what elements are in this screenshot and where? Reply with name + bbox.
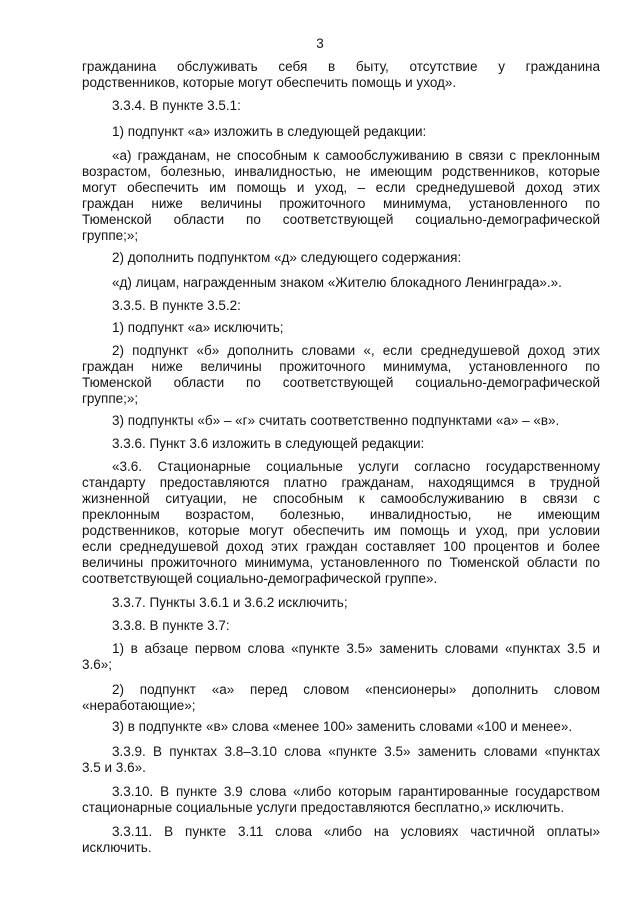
paragraph-quote-a [82, 148, 600, 244]
paragraph-3-3-6 [82, 436, 600, 452]
text-line: граждан ниже величины прожиточного минимума, установленного по [82, 196, 600, 211]
text-line: 3.3.11. В пункте 3.11 слова «либо на условиях частичной оплаты» [112, 824, 600, 839]
text-line: 3.3.8. В пункте 3.7: [112, 618, 230, 633]
paragraph-exclude-a [82, 320, 600, 336]
text-line: 3.3.7. Пункты 3.6.1 и 3.6.2 исключить; [112, 595, 348, 610]
text-line: Тюменской области по соответствующей социально-демографической [82, 375, 600, 390]
text-line: стандарту предоставляются платно гражданам, находящимся в трудной [82, 475, 600, 490]
paragraph-renumber [82, 413, 600, 429]
page-number: 3 [316, 36, 324, 51]
text-line: гражданина обслуживать себя в быту, отсутствие у гражданина [82, 59, 600, 74]
paragraph-3-3-7 [82, 595, 600, 611]
text-line: граждан ниже величины прожиточного минимума, установленного по [82, 359, 600, 374]
text-line: «неработающие»; [82, 698, 196, 713]
text-line: родственников, которые могут обеспечить помощь и уход». [82, 75, 457, 90]
text-line: возрастом, болезнью, инвалидностью, не имеющим родственников, которые [82, 164, 600, 179]
text-line: Тюменской области по соответствующей социально-демографической [82, 212, 600, 227]
paragraph-subpoint-a-pensioners [82, 682, 600, 714]
paragraph-3-3-10 [82, 784, 600, 816]
text-line: 1) подпункт «а» изложить в следующей редакции: [112, 124, 427, 139]
text-line: 2) дополнить подпунктом «д» следующего содержания: [112, 250, 462, 265]
paragraph-3-3-9 [82, 744, 600, 776]
paragraph-3-3-5 [82, 298, 600, 314]
text-line: 3.3.10. В пункте 3.9 слова «либо которым гарантированные государством [112, 784, 600, 799]
text-line: могут обеспечить им помощь и уход, – если среднедушевой доход этих [82, 180, 600, 195]
paragraph-3-3-11 [82, 824, 600, 856]
text-line: 2) подпункт «а» перед словом «пенсионеры» дополнить словом [112, 682, 600, 697]
paragraph-quote-d [82, 275, 600, 291]
text-line: группе;»; [82, 228, 139, 243]
text-line: величины прожиточного минимума, установленного по Тюменской области по [82, 555, 600, 570]
text-line: «а) гражданам, не способным к самообслуживанию в связи с преклонным [112, 148, 600, 163]
text-line: жизненной ситуации, не способным к самообслуживанию в связи с [82, 491, 600, 506]
paragraph-quote-3-6 [82, 459, 600, 587]
text-line: 3.3.4. В пункте 3.5.1: [112, 98, 241, 113]
text-line: 1) в абзаце первом слова «пункте 3.5» заменить словами «пунктах 3.5 и [112, 641, 600, 656]
text-line: если среднедушевой доход этих граждан составляет 100 процентов и более [82, 539, 600, 554]
paragraph-3-3-8 [82, 618, 600, 634]
text-line: 3.3.9. В пунктах 3.8–3.10 слова «пункте 3.5» заменить словами «пунктах [112, 744, 600, 759]
text-line: соответствующей социально-демографической группе». [82, 571, 438, 586]
text-line: стационарные социальные услуги предоставляются бесплатно,» исключить. [82, 800, 565, 815]
paragraph-add-d [82, 250, 600, 266]
paragraph-subpoint-a-edit [82, 124, 600, 140]
text-line: 3.5 и 3.6». [82, 760, 146, 775]
text-line: 3.3.5. В пункте 3.5.2: [112, 298, 241, 313]
paragraph-3-3-4 [82, 98, 600, 114]
text-line: 3) в подпункте «в» слова «менее 100» заменить словами «100 и менее». [112, 719, 573, 734]
paragraph-first-abzac [82, 641, 600, 673]
text-line: «д) лицам, награжденным знаком «Жителю блокадного Ленинграда».». [112, 275, 562, 290]
text-line: 2) подпункт «б» дополнить словами «, если среднедушевой доход этих [112, 343, 600, 358]
text-line: «3.6. Стационарные социальные услуги согласно государственному [112, 459, 600, 474]
text-line: 1) подпункт «а» исключить; [112, 320, 284, 335]
text-line: 3) подпункты «б» – «г» считать соответственно подпунктами «а» – «в». [112, 413, 560, 428]
paragraph-supplement-b [82, 343, 600, 407]
paragraph-subpoint-v [82, 719, 600, 735]
text-line: группе;»; [82, 391, 139, 406]
paragraph-continuation [82, 59, 600, 91]
text-line: исключить. [82, 840, 152, 855]
text-line: 3.6»; [82, 657, 113, 672]
text-line: родственников, которые могут обеспечить им помощь и уход, при условии [82, 523, 600, 538]
text-line: преклонным возрастом, болезнью, инвалидностью, не имеющим [82, 507, 600, 522]
text-line: 3.3.6. Пункт 3.6 изложить в следующей редакции: [112, 436, 425, 451]
